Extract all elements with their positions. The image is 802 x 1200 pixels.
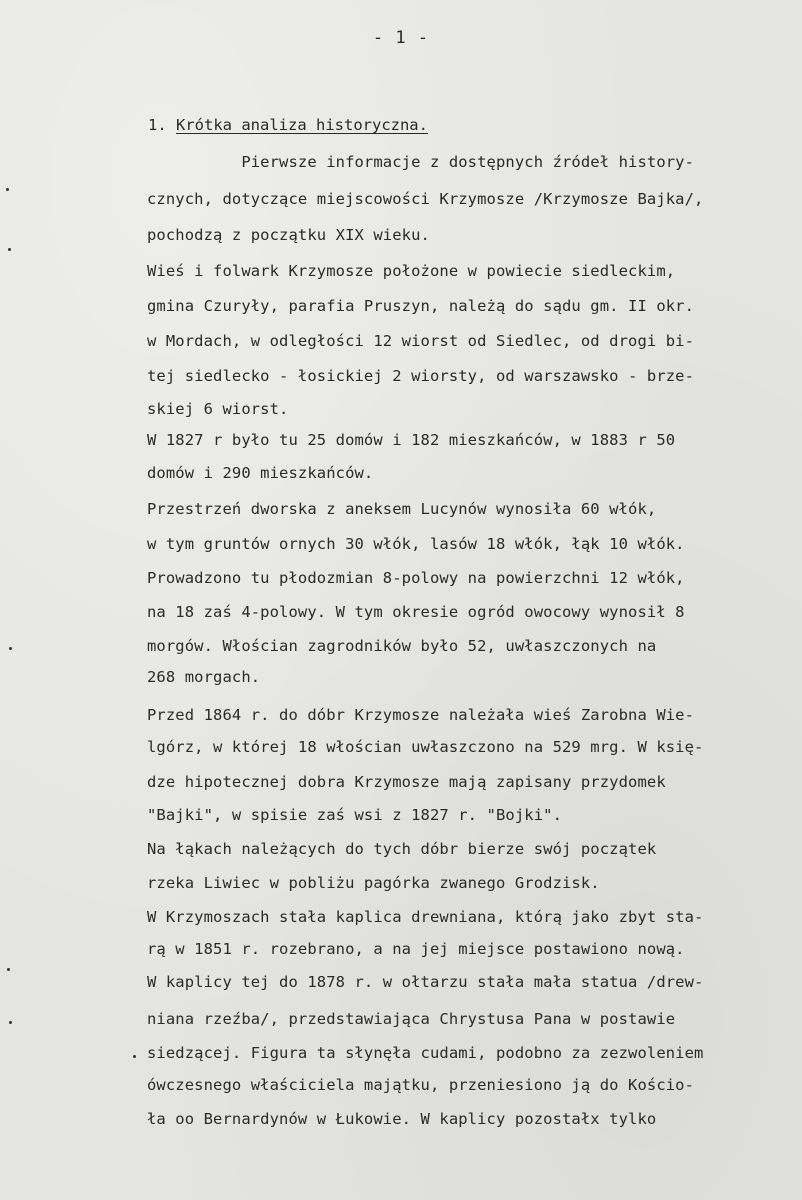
margin-speck <box>9 647 12 650</box>
text-line: skiej 6 wiorst. <box>147 400 289 418</box>
text-line: Prowadzono tu płodozmian 8-polowy na powierzchni 12 włók, <box>147 569 685 587</box>
text-line: niana rzeźba/, przedstawiająca Chrystusa Pana w postawie <box>147 1010 676 1028</box>
text-line: gmina Czuryły, parafia Pruszyn, należą do sądu gm. II okr. <box>147 297 695 315</box>
text-line: lgórz, w której 18 włościan uwłaszczono na 529 mrg. W księ- <box>147 738 704 756</box>
section-number: 1. <box>148 116 167 134</box>
text-line: Na łąkach należących do tych dóbr bierze swój początek <box>147 840 657 858</box>
text-line: "Bajki", w spisie zaś wsi z 1827 r. "Bojki". <box>147 806 562 824</box>
text-line: siedzącej. Figura ta słynęła cudami, podobno za zezwoleniem <box>147 1044 704 1062</box>
text-line: domów i 290 mieszkańców. <box>147 464 374 482</box>
margin-speck <box>7 968 10 971</box>
text-line: 268 morgach. <box>147 668 261 686</box>
text-line: dze hipotecznej dobra Krzymosze mają zapisany przydomek <box>147 773 666 791</box>
margin-speck <box>133 1055 136 1058</box>
text-line: w tym gruntów ornych 30 włók, lasów 18 włók, łąk 10 włók. <box>147 535 685 553</box>
text-line: W Krzymoszach stała kaplica drewniana, którą jako zbyt sta- <box>147 908 704 926</box>
text-line: Pierwsze informacje z dostępnych źródeł history- <box>147 153 695 171</box>
section-title: Krótka analiza historyczna. <box>176 116 428 134</box>
text-line: na 18 zaś 4-polowy. W tym okresie ogród owocowy wynosił 8 <box>147 603 685 621</box>
text-line: Przestrzeń dworska z aneksem Lucynów wynosiła 60 włók, <box>147 500 657 518</box>
page-number: - 1 - <box>372 28 430 48</box>
text-line: rzeka Liwiec w pobliżu pagórka zwanego Grodzisk. <box>147 874 600 892</box>
text-line: Wieś i folwark Krzymosze położone w powiecie siedleckim, <box>147 262 676 280</box>
text-line: Przed 1864 r. do dóbr Krzymosze należała wieś Zarobna Wie- <box>147 706 695 724</box>
text-line: W kaplicy tej do 1878 r. w ołtarzu stała mała statua /drew- <box>147 973 704 991</box>
text-line: w Mordach, w odległości 12 wiorst od Siedlec, od drogi bi- <box>147 332 695 350</box>
margin-speck <box>6 188 9 191</box>
text-line: cznych, dotyczące miejscowości Krzymosze /Krzymosze Bajka/, <box>147 190 704 208</box>
text-line: morgów. Włościan zagrodników było 52, uwłaszczonych na <box>147 637 657 655</box>
section-heading <box>148 116 428 134</box>
text-line: pochodzą z początku XIX wieku. <box>147 226 430 244</box>
text-line: W 1827 r było tu 25 domów i 182 mieszkańców, w 1883 r 50 <box>147 431 676 449</box>
text-line: tej siedlecko - łosickiej 2 wiorsty, od warszawsko - brze- <box>147 367 695 385</box>
text-line: ła oo Bernardynów w Łukowie. W kaplicy pozostałx tylko <box>147 1110 657 1128</box>
margin-speck <box>8 248 11 251</box>
margin-speck <box>9 1021 12 1024</box>
text-line: rą w 1851 r. rozebrano, a na jej miejsce postawiono nową. <box>147 940 685 958</box>
text-line: ówczesnego właściciela majątku, przeniesiono ją do Kościo- <box>147 1076 695 1094</box>
